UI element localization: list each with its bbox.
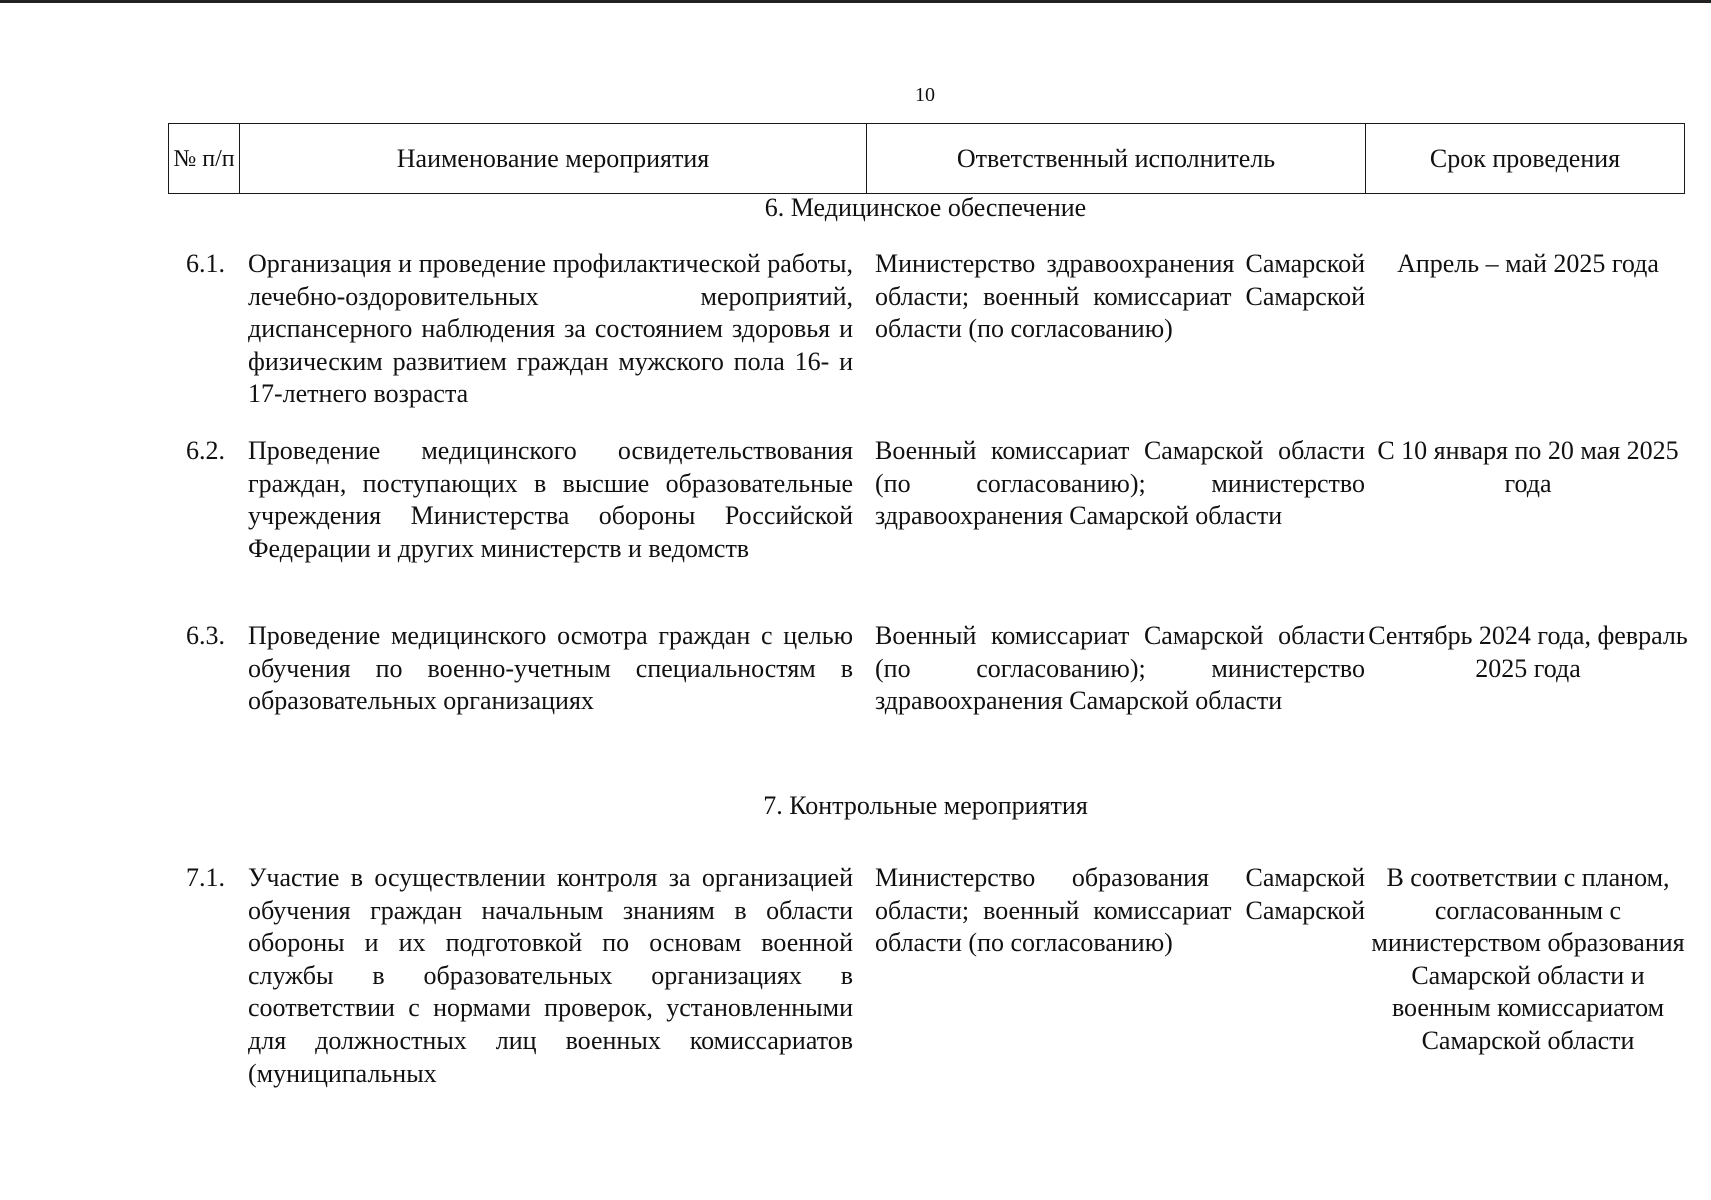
- row-term: В соответствии с планом, согласованным с министерством образования Самарской области и военным комиссариатом Самарской области: [1371, 863, 1685, 1055]
- row-number: 7.1.: [186, 863, 225, 892]
- page-number: 10: [915, 84, 935, 106]
- header-term-label: Срок проведения: [1429, 143, 1621, 173]
- row-responsible: Военный комиссариат Самарской области (по согласованию); министерство здравоохранения Самарской области: [875, 621, 1365, 716]
- header-responsible: [867, 124, 1366, 194]
- row-number: 6.3.: [186, 621, 225, 650]
- table-header: [168, 123, 1685, 194]
- header-responsible-label: Ответственный исполнитель: [956, 143, 1276, 173]
- row-name: Проведение медицинского осмотра граждан с целью обучения по военно-учетным специальностям в образовательных организациях: [248, 621, 853, 716]
- row-name: Проведение медицинского освидетельствования граждан, поступающих в высшие образовательные учреждения Министерства обороны Российской Федерации и других министерств и ведомств: [248, 436, 853, 563]
- row-number: 6.2.: [186, 436, 225, 465]
- row-responsible: Министерство образования Самарской области; военный комиссариат Самарской области (по согласованию): [875, 863, 1365, 958]
- row-number: 6.1.: [186, 249, 225, 278]
- row-name: Организация и проведение профилактической работы, лечебно-оздоровительных мероприятий, диспансерного наблюдения за состоянием здоровья и физическим развитием граждан мужского пола 16- и 17-летнего возраста: [248, 249, 853, 409]
- row-responsible: Военный комиссариат Самарской области (по согласованию); министерство здравоохранения Самарской области: [875, 436, 1365, 531]
- page-top-edge: [0, 0, 1711, 3]
- row-term: Сентябрь 2024 года, февраль 2025 года: [1368, 621, 1688, 683]
- header-num-label: № п/п: [173, 145, 235, 172]
- header-num: [169, 124, 240, 194]
- row-responsible: Министерство здравоохранения Самарской области; военный комиссариат Самарской области (по согласованию): [875, 249, 1365, 344]
- row-term: Апрель – май 2025 года: [1397, 249, 1659, 278]
- row-name: Участие в осуществлении контроля за организацией обучения граждан начальным знаниям в области обороны и их подготовкой по основам военной службы в образовательных организациях в соответствии с нормами проверок, установленными для должностных лиц военных комиссариатов (муниципальных: [248, 863, 853, 1088]
- header-name: [240, 124, 867, 194]
- section-title: 6. Медицинское обеспечение: [764, 193, 1087, 222]
- header-term: [1366, 124, 1685, 194]
- header-name-label: Наименование мероприятия: [396, 143, 710, 173]
- section-title: 7. Контрольные мероприятия: [763, 791, 1088, 820]
- row-term: С 10 января по 20 мая 2025 года: [1377, 436, 1679, 498]
